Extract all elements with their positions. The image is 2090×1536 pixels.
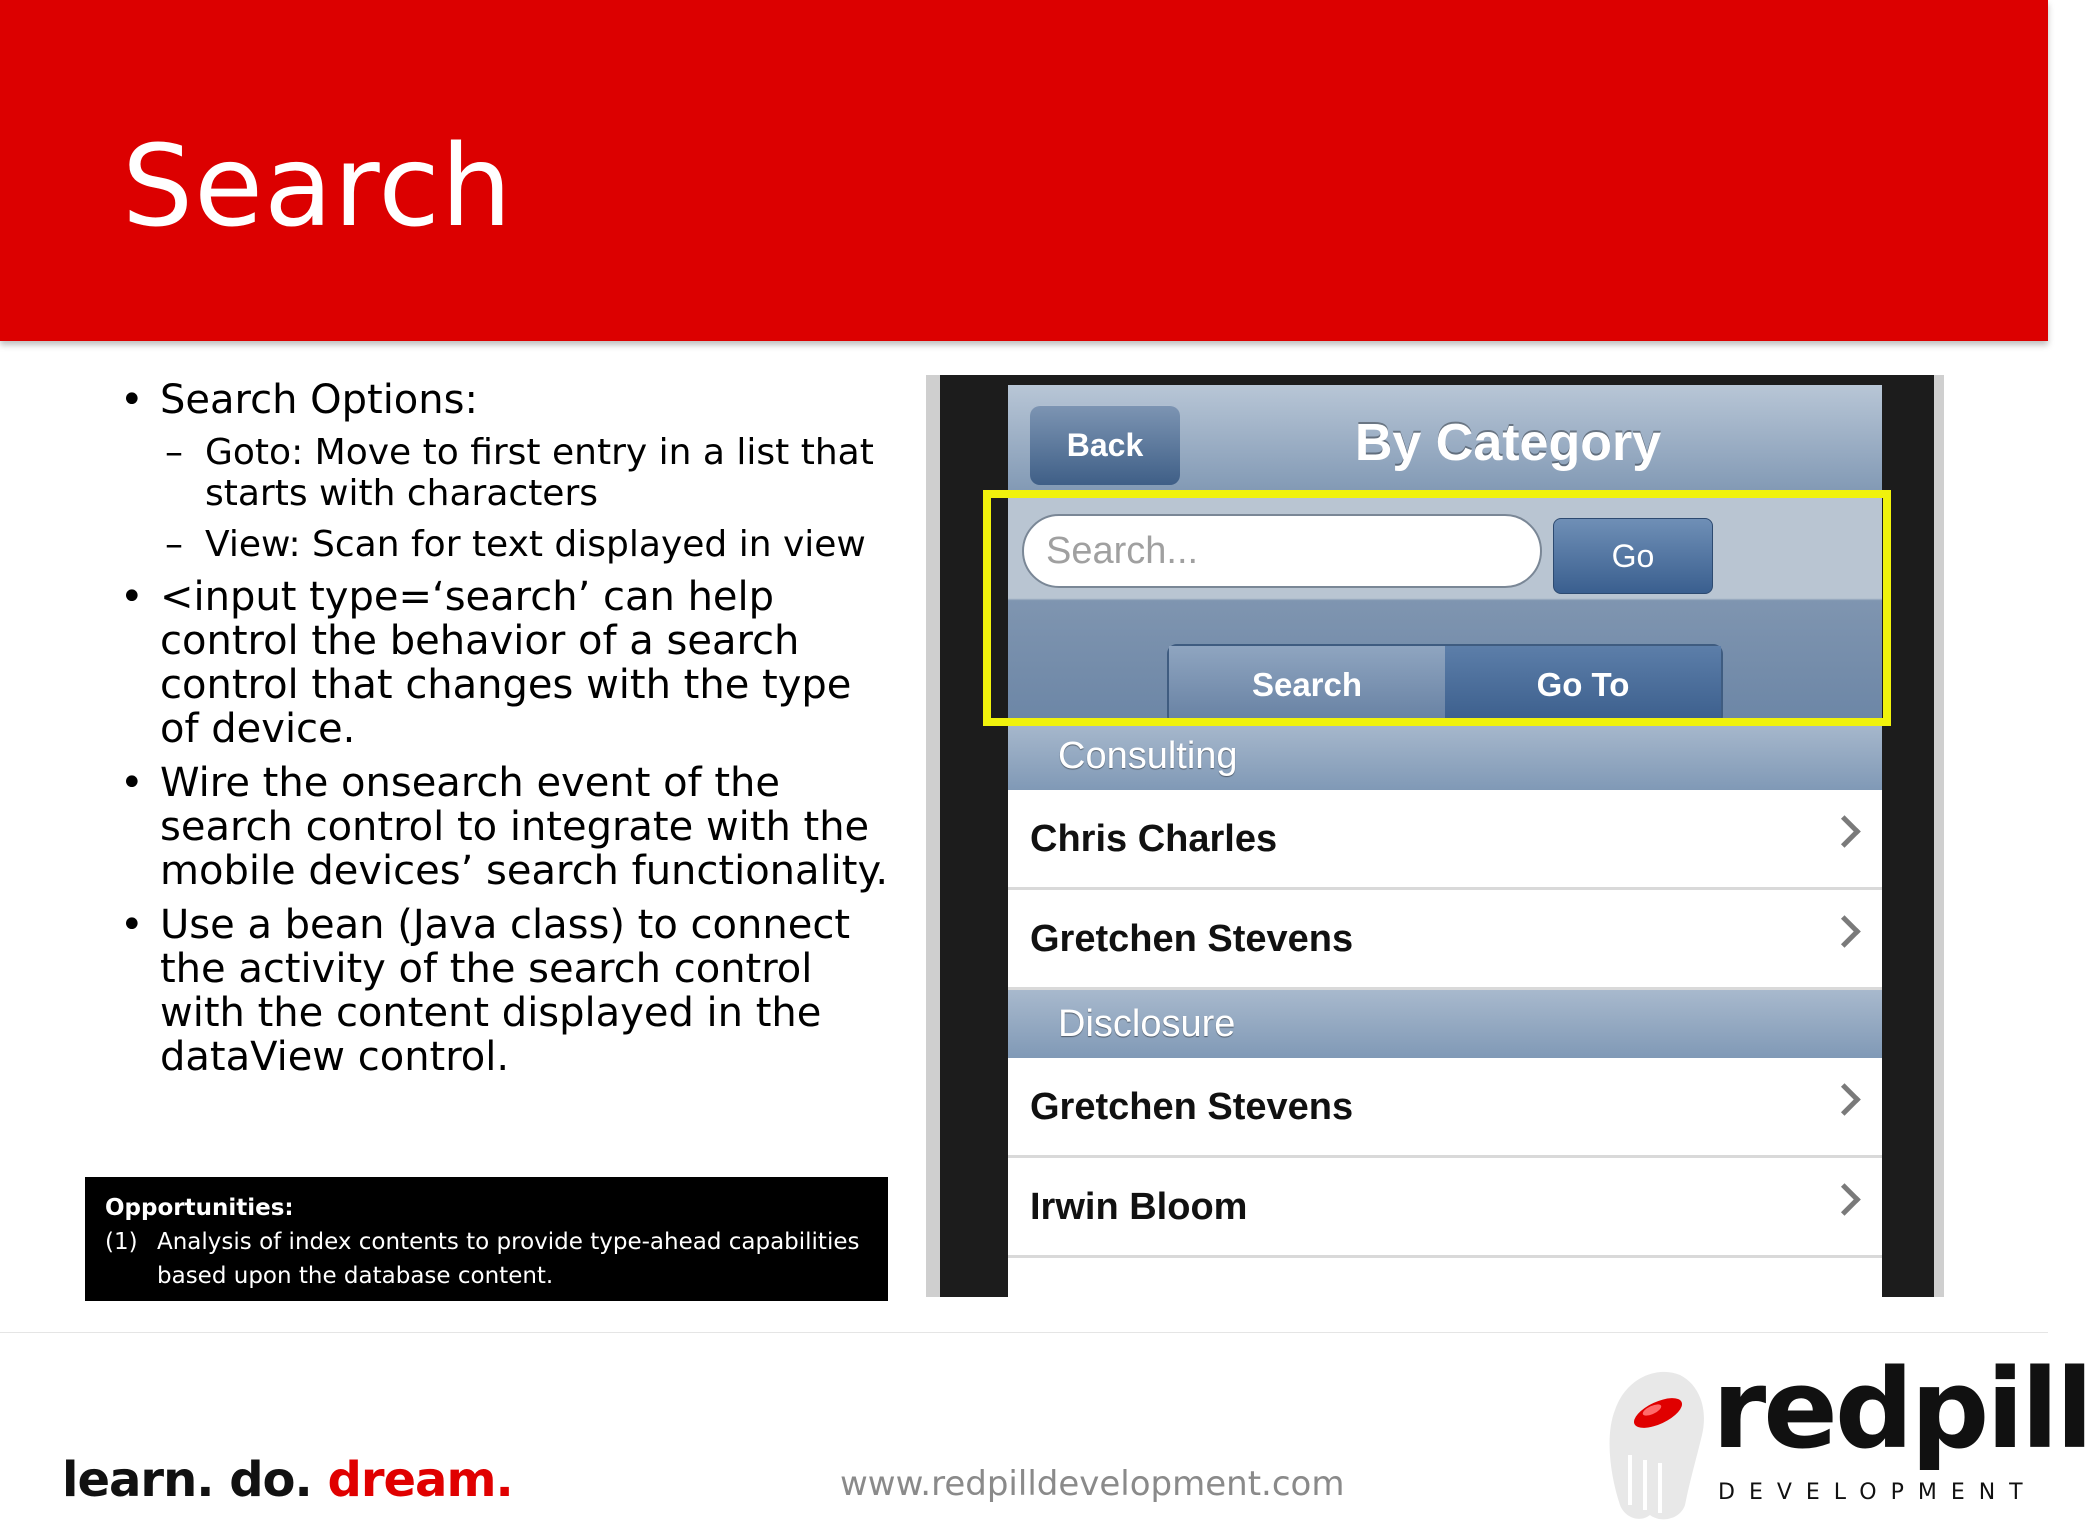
sub-bullet-item bbox=[120, 432, 890, 514]
bullet-text: Wire the onsearch event of the search control to integrate with the mobile devices’ search functionality. bbox=[160, 760, 889, 894]
phone-edge-left bbox=[926, 375, 940, 1297]
bullet-dot: • bbox=[120, 760, 144, 806]
dash-marker: – bbox=[165, 524, 183, 565]
list-item-label: Gretchen Stevens bbox=[1030, 918, 1354, 960]
list-item[interactable] bbox=[1008, 890, 1882, 990]
list-item[interactable] bbox=[1008, 790, 1882, 890]
segment-search[interactable]: Search bbox=[1169, 646, 1445, 724]
bullet-item bbox=[120, 378, 890, 422]
footer-divider bbox=[0, 1332, 2048, 1333]
bullet-dot: • bbox=[120, 574, 144, 620]
bullet-item bbox=[120, 903, 890, 1079]
logo-word: redpill bbox=[1712, 1345, 2090, 1473]
chevron-right-icon bbox=[1828, 815, 1861, 848]
bullet-list bbox=[120, 378, 890, 1089]
opportunity-number: (1) bbox=[105, 1229, 138, 1255]
footer-url[interactable]: www.redpilldevelopment.com bbox=[840, 1464, 1345, 1504]
chevron-right-icon bbox=[1828, 915, 1861, 948]
title-bar bbox=[0, 0, 2048, 341]
opportunities-box bbox=[85, 1177, 888, 1301]
tagline bbox=[62, 1452, 513, 1508]
list-item[interactable] bbox=[1008, 1058, 1882, 1158]
bullet-text: Use a bean (Java class) to connect the activity of the search control with the content displayed in the dataView control. bbox=[160, 902, 850, 1080]
bullet-item bbox=[120, 575, 890, 751]
hand-pill-icon bbox=[1600, 1355, 1710, 1525]
tagline-part2: dream. bbox=[327, 1452, 513, 1508]
sub-bullet-text: View: Scan for text displayed in view bbox=[205, 524, 866, 565]
nav-title: By Category bbox=[1354, 414, 1662, 472]
go-button[interactable]: Go bbox=[1553, 518, 1713, 594]
bullet-text: <input type=‘search’ can help control the behavior of a search control that changes with the type of device. bbox=[160, 574, 852, 752]
phone-screenshot bbox=[926, 375, 1944, 1297]
chevron-right-icon bbox=[1828, 1083, 1861, 1116]
opportunities-heading: Opportunities: bbox=[105, 1195, 294, 1221]
tagline-part1: learn. do. bbox=[62, 1452, 328, 1508]
list-item[interactable] bbox=[1008, 1158, 1882, 1258]
phone-edge-right bbox=[1934, 375, 1944, 1297]
search-highlight-box bbox=[983, 490, 1891, 726]
bullet-dot: • bbox=[120, 902, 144, 948]
list-item-label: Chris Charles bbox=[1030, 818, 1278, 860]
opportunity-item bbox=[105, 1225, 868, 1293]
slide-title: Search bbox=[122, 122, 513, 252]
sub-bullet-text: Goto: Move to first entry in a list that starts with characters bbox=[205, 432, 874, 514]
list-item-label: Gretchen Stevens bbox=[1030, 1086, 1354, 1128]
dash-marker: – bbox=[165, 432, 183, 473]
section-header: Consulting bbox=[1008, 722, 1882, 790]
logo-subtitle: DEVELOPMENT bbox=[1718, 1480, 2037, 1505]
sub-bullet-item bbox=[120, 524, 890, 565]
chevron-right-icon bbox=[1828, 1183, 1861, 1216]
opportunity-text: Analysis of index contents to provide type-ahead capabilities based upon the database content. bbox=[157, 1229, 860, 1289]
redpill-logo bbox=[1600, 1345, 2090, 1530]
segment-go-to[interactable]: Go To bbox=[1445, 646, 1721, 724]
list-item-label: Irwin Bloom bbox=[1030, 1186, 1248, 1228]
nav-bar bbox=[1008, 385, 1882, 497]
section-header: Disclosure bbox=[1008, 990, 1882, 1058]
bullet-item bbox=[120, 761, 890, 893]
bullet-dot: • bbox=[120, 377, 144, 423]
bullet-text: Search Options: bbox=[160, 377, 478, 423]
back-button[interactable]: Back bbox=[1030, 405, 1180, 485]
search-input[interactable]: Search... bbox=[1022, 514, 1542, 588]
